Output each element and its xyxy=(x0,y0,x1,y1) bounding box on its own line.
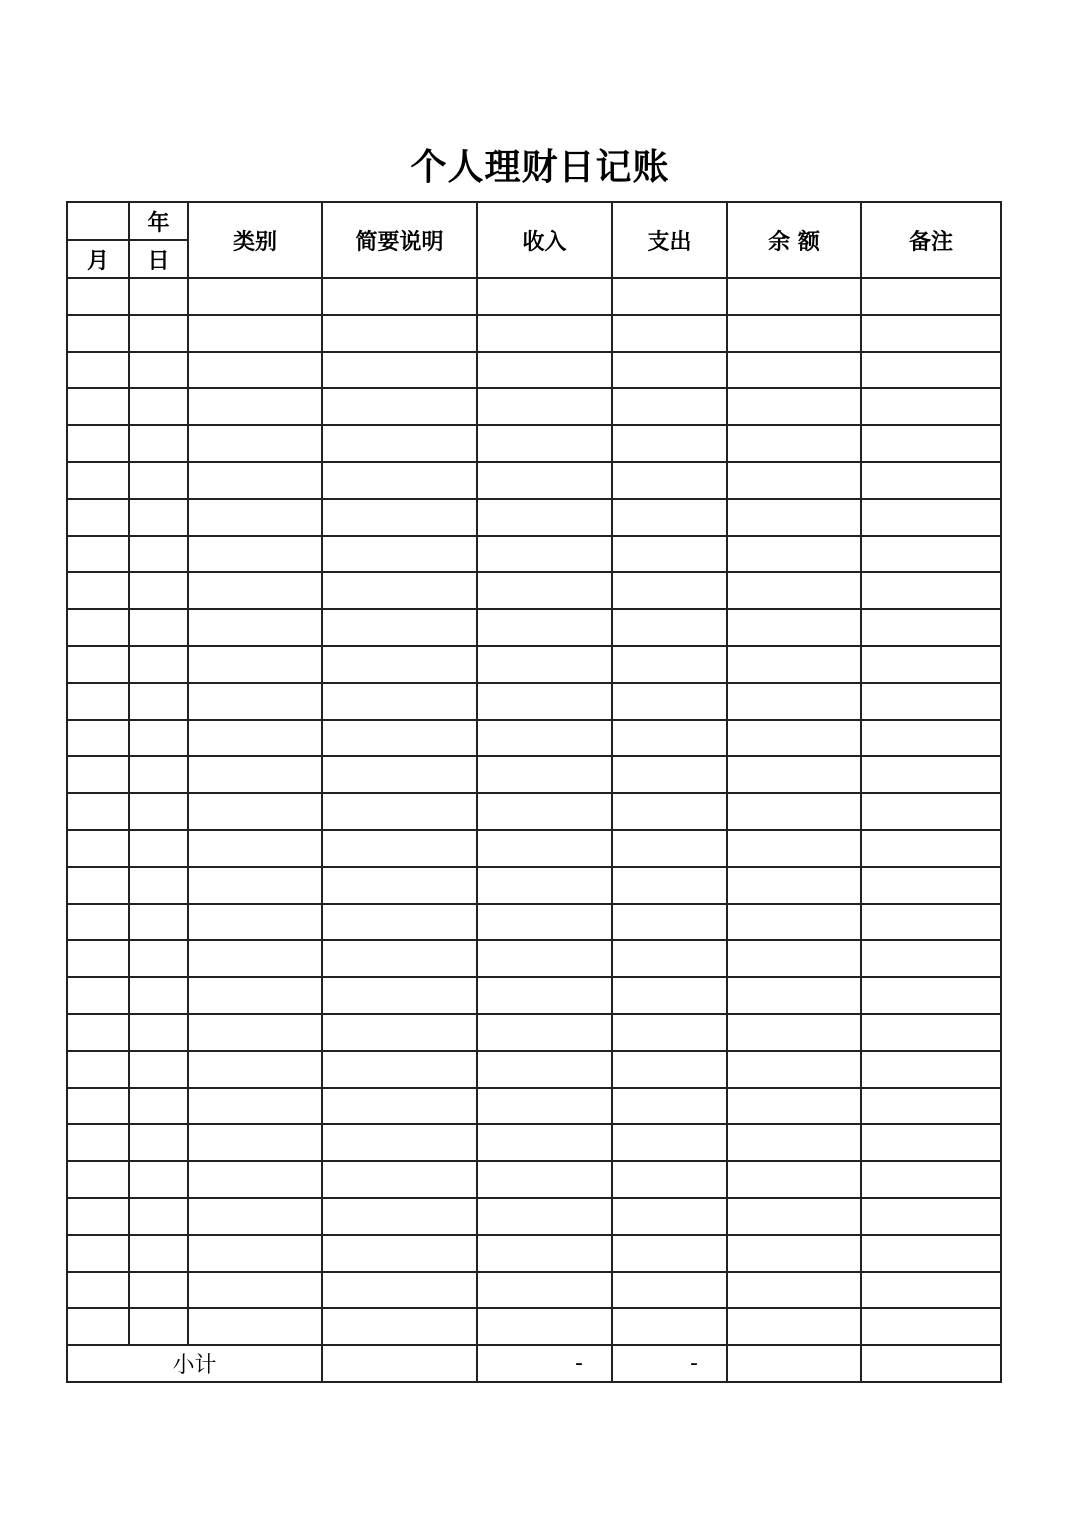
category-cell[interactable] xyxy=(188,499,322,536)
category-cell[interactable] xyxy=(188,352,322,389)
month-cell[interactable] xyxy=(67,1088,129,1125)
income-cell[interactable] xyxy=(477,462,612,499)
header-category: 类别 xyxy=(188,202,322,278)
table-row xyxy=(67,462,1001,499)
description-cell[interactable] xyxy=(322,462,477,499)
subtotal-income: - xyxy=(477,1345,612,1382)
category-cell[interactable] xyxy=(188,756,322,793)
balance-cell[interactable] xyxy=(727,352,861,389)
notes-cell[interactable] xyxy=(861,1161,1001,1198)
category-cell[interactable] xyxy=(188,683,322,720)
balance-cell[interactable] xyxy=(727,1308,861,1345)
header-expense: 支出 xyxy=(612,202,727,278)
month-cell[interactable] xyxy=(67,1272,129,1309)
day-cell[interactable] xyxy=(129,1088,188,1125)
balance-cell[interactable] xyxy=(727,315,861,352)
balance-cell[interactable] xyxy=(727,1235,861,1272)
table-row xyxy=(67,425,1001,462)
category-cell[interactable] xyxy=(188,278,322,315)
table-row xyxy=(67,1308,1001,1345)
month-cell[interactable] xyxy=(67,352,129,389)
day-cell[interactable] xyxy=(129,536,188,573)
notes-cell[interactable] xyxy=(861,793,1001,830)
balance-cell[interactable] xyxy=(727,1198,861,1235)
description-cell[interactable] xyxy=(322,977,477,1014)
income-cell[interactable] xyxy=(477,793,612,830)
balance-cell[interactable] xyxy=(727,1088,861,1125)
day-cell[interactable] xyxy=(129,1161,188,1198)
balance-cell[interactable] xyxy=(727,1272,861,1309)
balance-cell[interactable] xyxy=(727,1161,861,1198)
day-cell[interactable] xyxy=(129,1051,188,1088)
month-cell[interactable] xyxy=(67,1124,129,1161)
day-cell[interactable] xyxy=(129,940,188,977)
table-row xyxy=(67,867,1001,904)
balance-cell[interactable] xyxy=(727,462,861,499)
notes-cell[interactable] xyxy=(861,1235,1001,1272)
category-cell[interactable] xyxy=(188,572,322,609)
day-cell[interactable] xyxy=(129,1308,188,1345)
description-cell[interactable] xyxy=(322,756,477,793)
description-cell[interactable] xyxy=(322,1124,477,1161)
table-row xyxy=(67,609,1001,646)
income-cell[interactable] xyxy=(477,1088,612,1125)
expense-cell[interactable] xyxy=(612,720,727,757)
header-row-top xyxy=(67,202,1001,240)
balance-cell[interactable] xyxy=(727,536,861,573)
day-cell[interactable] xyxy=(129,904,188,941)
month-cell[interactable] xyxy=(67,1235,129,1272)
subtotal-balance-cell[interactable] xyxy=(727,1345,861,1382)
day-cell[interactable] xyxy=(129,756,188,793)
income-cell[interactable] xyxy=(477,315,612,352)
category-cell[interactable] xyxy=(188,1088,322,1125)
category-cell[interactable] xyxy=(188,646,322,683)
expense-cell[interactable] xyxy=(612,536,727,573)
table-row xyxy=(67,830,1001,867)
table-row xyxy=(67,1051,1001,1088)
table-row xyxy=(67,646,1001,683)
month-cell[interactable] xyxy=(67,1051,129,1088)
category-cell[interactable] xyxy=(188,1124,322,1161)
month-cell[interactable] xyxy=(67,977,129,1014)
table-row xyxy=(67,1161,1001,1198)
expense-cell[interactable] xyxy=(612,315,727,352)
table-row xyxy=(67,977,1001,1014)
day-cell[interactable] xyxy=(129,646,188,683)
table-row xyxy=(67,352,1001,389)
category-cell[interactable] xyxy=(188,940,322,977)
notes-cell[interactable] xyxy=(861,1308,1001,1345)
expense-cell[interactable] xyxy=(612,388,727,425)
income-cell[interactable] xyxy=(477,278,612,315)
table-row xyxy=(67,1235,1001,1272)
table-row xyxy=(67,1198,1001,1235)
table-row xyxy=(67,1088,1001,1125)
month-cell[interactable] xyxy=(67,425,129,462)
category-cell[interactable] xyxy=(188,388,322,425)
category-cell[interactable] xyxy=(188,315,322,352)
balance-cell[interactable] xyxy=(727,1014,861,1051)
expense-cell[interactable] xyxy=(612,867,727,904)
income-cell[interactable] xyxy=(477,1272,612,1309)
description-cell[interactable] xyxy=(322,536,477,573)
income-cell[interactable] xyxy=(477,1198,612,1235)
income-cell[interactable] xyxy=(477,830,612,867)
description-cell[interactable] xyxy=(322,1161,477,1198)
category-cell[interactable] xyxy=(188,1014,322,1051)
income-cell[interactable] xyxy=(477,720,612,757)
day-cell[interactable] xyxy=(129,425,188,462)
category-cell[interactable] xyxy=(188,536,322,573)
notes-cell[interactable] xyxy=(861,1051,1001,1088)
month-cell[interactable] xyxy=(67,1308,129,1345)
notes-cell[interactable] xyxy=(861,352,1001,389)
table-row xyxy=(67,499,1001,536)
notes-cell[interactable] xyxy=(861,1088,1001,1125)
income-cell[interactable] xyxy=(477,904,612,941)
month-cell[interactable] xyxy=(67,536,129,573)
expense-cell[interactable] xyxy=(612,462,727,499)
balance-cell[interactable] xyxy=(727,904,861,941)
notes-cell[interactable] xyxy=(861,977,1001,1014)
income-cell[interactable] xyxy=(477,1051,612,1088)
expense-cell[interactable] xyxy=(612,1124,727,1161)
balance-cell[interactable] xyxy=(727,720,861,757)
expense-cell[interactable] xyxy=(612,646,727,683)
month-cell[interactable] xyxy=(67,315,129,352)
balance-cell[interactable] xyxy=(727,646,861,683)
day-cell[interactable] xyxy=(129,462,188,499)
description-cell[interactable] xyxy=(322,830,477,867)
income-cell[interactable] xyxy=(477,683,612,720)
category-cell[interactable] xyxy=(188,609,322,646)
subtotal-row xyxy=(67,1345,1001,1382)
balance-cell[interactable] xyxy=(727,572,861,609)
category-cell[interactable] xyxy=(188,1272,322,1309)
table-row xyxy=(67,720,1001,757)
description-cell[interactable] xyxy=(322,572,477,609)
expense-cell[interactable] xyxy=(612,683,727,720)
table-row xyxy=(67,940,1001,977)
month-cell[interactable] xyxy=(67,720,129,757)
table-row xyxy=(67,315,1001,352)
expense-cell[interactable] xyxy=(612,977,727,1014)
header-day: 日 xyxy=(129,240,188,278)
header-income: 收入 xyxy=(477,202,612,278)
balance-cell[interactable] xyxy=(727,977,861,1014)
month-cell[interactable] xyxy=(67,1161,129,1198)
description-cell[interactable] xyxy=(322,1308,477,1345)
notes-cell[interactable] xyxy=(861,646,1001,683)
notes-cell[interactable] xyxy=(861,940,1001,977)
subtotal-description-cell[interactable] xyxy=(322,1345,477,1382)
expense-cell[interactable] xyxy=(612,1198,727,1235)
category-cell[interactable] xyxy=(188,1308,322,1345)
header-blank-cell xyxy=(67,202,129,240)
month-cell[interactable] xyxy=(67,756,129,793)
day-cell[interactable] xyxy=(129,1124,188,1161)
day-cell[interactable] xyxy=(129,793,188,830)
expense-cell[interactable] xyxy=(612,352,727,389)
page-title: 个人理财日记账 xyxy=(410,147,670,188)
income-cell[interactable] xyxy=(477,1235,612,1272)
day-cell[interactable] xyxy=(129,683,188,720)
table-row xyxy=(67,278,1001,315)
day-cell[interactable] xyxy=(129,499,188,536)
subtotal-expense: - xyxy=(612,1345,727,1382)
subtotal-label: 小计 xyxy=(67,1345,322,1382)
month-cell[interactable] xyxy=(67,904,129,941)
month-cell[interactable] xyxy=(67,1198,129,1235)
description-cell[interactable] xyxy=(322,793,477,830)
category-cell[interactable] xyxy=(188,1161,322,1198)
description-cell[interactable] xyxy=(322,425,477,462)
notes-cell[interactable] xyxy=(861,867,1001,904)
notes-cell[interactable] xyxy=(861,756,1001,793)
description-cell[interactable] xyxy=(322,1272,477,1309)
subtotal-notes-cell[interactable] xyxy=(861,1345,1001,1382)
table-row xyxy=(67,904,1001,941)
day-cell[interactable] xyxy=(129,278,188,315)
balance-cell[interactable] xyxy=(727,388,861,425)
balance-cell[interactable] xyxy=(727,425,861,462)
income-cell[interactable] xyxy=(477,536,612,573)
balance-cell[interactable] xyxy=(727,940,861,977)
notes-cell[interactable] xyxy=(861,683,1001,720)
day-cell[interactable] xyxy=(129,572,188,609)
expense-cell[interactable] xyxy=(612,425,727,462)
balance-cell[interactable] xyxy=(727,499,861,536)
ledger-table xyxy=(66,201,1002,1383)
notes-cell[interactable] xyxy=(861,536,1001,573)
income-cell[interactable] xyxy=(477,609,612,646)
income-cell[interactable] xyxy=(477,1308,612,1345)
income-cell[interactable] xyxy=(477,1124,612,1161)
expense-cell[interactable] xyxy=(612,1014,727,1051)
description-cell[interactable] xyxy=(322,1051,477,1088)
notes-cell[interactable] xyxy=(861,315,1001,352)
description-cell[interactable] xyxy=(322,609,477,646)
header-description: 简要说明 xyxy=(322,202,477,278)
income-cell[interactable] xyxy=(477,756,612,793)
description-cell[interactable] xyxy=(322,720,477,757)
description-cell[interactable] xyxy=(322,867,477,904)
expense-cell[interactable] xyxy=(612,572,727,609)
month-cell[interactable] xyxy=(67,462,129,499)
notes-cell[interactable] xyxy=(861,499,1001,536)
income-cell[interactable] xyxy=(477,1014,612,1051)
category-cell[interactable] xyxy=(188,1235,322,1272)
balance-cell[interactable] xyxy=(727,1051,861,1088)
notes-cell[interactable] xyxy=(861,388,1001,425)
expense-cell[interactable] xyxy=(612,793,727,830)
balance-cell[interactable] xyxy=(727,867,861,904)
balance-cell[interactable] xyxy=(727,756,861,793)
expense-cell[interactable] xyxy=(612,499,727,536)
notes-cell[interactable] xyxy=(861,830,1001,867)
description-cell[interactable] xyxy=(322,904,477,941)
day-cell[interactable] xyxy=(129,867,188,904)
category-cell[interactable] xyxy=(188,793,322,830)
notes-cell[interactable] xyxy=(861,1124,1001,1161)
header-notes: 备注 xyxy=(861,202,1001,278)
notes-cell[interactable] xyxy=(861,462,1001,499)
category-cell[interactable] xyxy=(188,830,322,867)
notes-cell[interactable] xyxy=(861,720,1001,757)
balance-cell[interactable] xyxy=(727,609,861,646)
day-cell[interactable] xyxy=(129,1014,188,1051)
expense-cell[interactable] xyxy=(612,830,727,867)
income-cell[interactable] xyxy=(477,425,612,462)
category-cell[interactable] xyxy=(188,1198,322,1235)
day-cell[interactable] xyxy=(129,1272,188,1309)
balance-cell[interactable] xyxy=(727,793,861,830)
table-row xyxy=(67,683,1001,720)
notes-cell[interactable] xyxy=(861,425,1001,462)
day-cell[interactable] xyxy=(129,1198,188,1235)
day-cell[interactable] xyxy=(129,977,188,1014)
day-cell[interactable] xyxy=(129,388,188,425)
expense-cell[interactable] xyxy=(612,278,727,315)
table-row xyxy=(67,756,1001,793)
day-cell[interactable] xyxy=(129,315,188,352)
expense-cell[interactable] xyxy=(612,904,727,941)
table-row xyxy=(67,1124,1001,1161)
income-cell[interactable] xyxy=(477,499,612,536)
category-cell[interactable] xyxy=(188,425,322,462)
description-cell[interactable] xyxy=(322,278,477,315)
expense-cell[interactable] xyxy=(612,940,727,977)
month-cell[interactable] xyxy=(67,867,129,904)
balance-cell[interactable] xyxy=(727,278,861,315)
description-cell[interactable] xyxy=(322,646,477,683)
expense-cell[interactable] xyxy=(612,756,727,793)
income-cell[interactable] xyxy=(477,388,612,425)
income-cell[interactable] xyxy=(477,572,612,609)
description-cell[interactable] xyxy=(322,1235,477,1272)
month-cell[interactable] xyxy=(67,499,129,536)
description-cell[interactable] xyxy=(322,388,477,425)
month-cell[interactable] xyxy=(67,830,129,867)
month-cell[interactable] xyxy=(67,1014,129,1051)
notes-cell[interactable] xyxy=(861,1272,1001,1309)
description-cell[interactable] xyxy=(322,1088,477,1125)
month-cell[interactable] xyxy=(67,572,129,609)
category-cell[interactable] xyxy=(188,904,322,941)
description-cell[interactable] xyxy=(322,683,477,720)
notes-cell[interactable] xyxy=(861,609,1001,646)
month-cell[interactable] xyxy=(67,388,129,425)
description-cell[interactable] xyxy=(322,940,477,977)
balance-cell[interactable] xyxy=(727,830,861,867)
table-row xyxy=(67,793,1001,830)
category-cell[interactable] xyxy=(188,867,322,904)
income-cell[interactable] xyxy=(477,977,612,1014)
income-cell[interactable] xyxy=(477,940,612,977)
description-cell[interactable] xyxy=(322,315,477,352)
expense-cell[interactable] xyxy=(612,1272,727,1309)
notes-cell[interactable] xyxy=(861,904,1001,941)
month-cell[interactable] xyxy=(67,793,129,830)
month-cell[interactable] xyxy=(67,278,129,315)
table-row xyxy=(67,572,1001,609)
expense-cell[interactable] xyxy=(612,1088,727,1125)
expense-cell[interactable] xyxy=(612,1235,727,1272)
income-cell[interactable] xyxy=(477,1161,612,1198)
category-cell[interactable] xyxy=(188,977,322,1014)
description-cell[interactable] xyxy=(322,352,477,389)
description-cell[interactable] xyxy=(322,1014,477,1051)
notes-cell[interactable] xyxy=(861,572,1001,609)
header-year: 年 xyxy=(129,202,188,240)
category-cell[interactable] xyxy=(188,462,322,499)
balance-cell[interactable] xyxy=(727,683,861,720)
expense-cell[interactable] xyxy=(612,1308,727,1345)
table-row xyxy=(67,536,1001,573)
header-month: 月 xyxy=(67,240,129,278)
income-cell[interactable] xyxy=(477,352,612,389)
balance-cell[interactable] xyxy=(727,1124,861,1161)
day-cell[interactable] xyxy=(129,830,188,867)
expense-cell[interactable] xyxy=(612,1161,727,1198)
month-cell[interactable] xyxy=(67,609,129,646)
month-cell[interactable] xyxy=(67,646,129,683)
day-cell[interactable] xyxy=(129,1235,188,1272)
day-cell[interactable] xyxy=(129,352,188,389)
income-cell[interactable] xyxy=(477,867,612,904)
expense-cell[interactable] xyxy=(612,609,727,646)
month-cell[interactable] xyxy=(67,940,129,977)
description-cell[interactable] xyxy=(322,499,477,536)
table-row xyxy=(67,388,1001,425)
month-cell[interactable] xyxy=(67,683,129,720)
header-balance: 余 额 xyxy=(727,202,861,278)
day-cell[interactable] xyxy=(129,609,188,646)
table-row xyxy=(67,1014,1001,1051)
table-row xyxy=(67,1272,1001,1309)
category-cell[interactable] xyxy=(188,720,322,757)
category-cell[interactable] xyxy=(188,1051,322,1088)
expense-cell[interactable] xyxy=(612,1051,727,1088)
notes-cell[interactable] xyxy=(861,278,1001,315)
description-cell[interactable] xyxy=(322,1198,477,1235)
notes-cell[interactable] xyxy=(861,1198,1001,1235)
day-cell[interactable] xyxy=(129,720,188,757)
income-cell[interactable] xyxy=(477,646,612,683)
notes-cell[interactable] xyxy=(861,1014,1001,1051)
